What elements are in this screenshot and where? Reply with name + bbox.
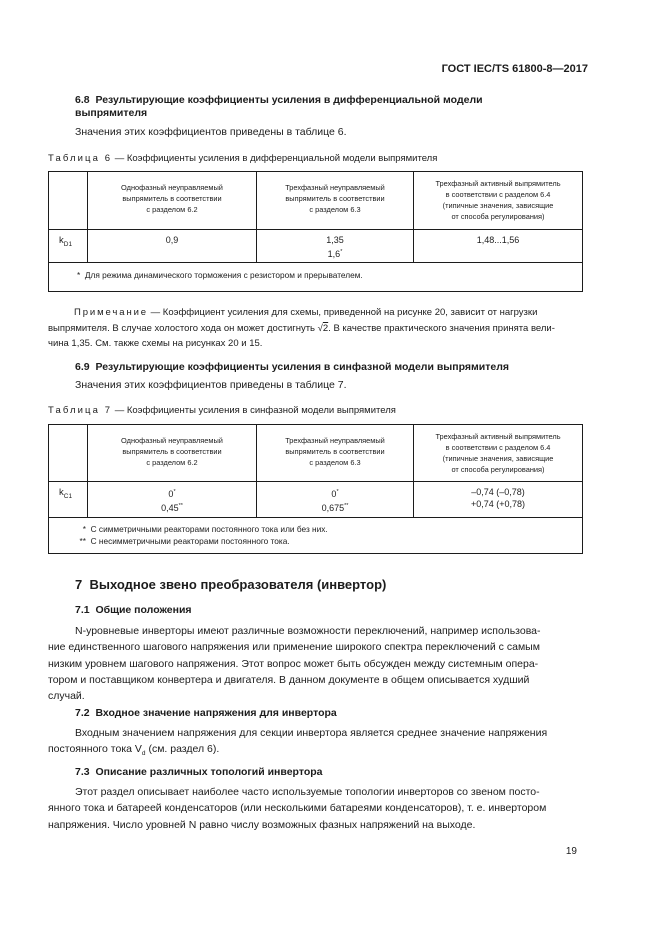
value-cell: –0,74 (–0,78) +0,74 (+0,78) [414,482,583,518]
header-cell-single-phase: Однофазный неуправляемый выпрямитель в соответствии с разделом 6.2 [88,425,257,482]
table-6 [48,171,583,292]
section-title: Описание различных топологий инвертора [95,766,323,778]
section-title: Результирующие коэффициенты усиления в дифференциальной модели [95,94,483,106]
value-cell: 0* 0,675** [257,482,414,518]
caption-text: — Коэффициенты усиления в дифференциальной модели выпрямителя [114,153,438,164]
section-title: Входное значение напряжения для инвертора [95,707,337,719]
section-7-1-text: N-уровневые инверторы имеют различные возможности переключений, например использова- ние единственного шагового напряжения или применение широкого спектра переключений с самым низким уровнем шагового напряжения. Этот вопрос может быть обсужден между системным опера- тором и поставщиком конвертера и двигателя. В данном документе в общем описывается худший случай. [48,625,541,703]
section-7-2-text: Входным значением напряжения для секции инвертора является среднее значение напряжения постоянного тока $V_d$ (см. раздел 6). [48,727,548,758]
section-number: 7.1 [75,604,90,616]
table-6-caption [48,153,437,164]
section-title: Результирующие коэффициенты усиления в синфазной модели выпрямителя [95,361,509,373]
value-cell: 0,9 [88,230,257,263]
note-label: Примечание [74,307,148,318]
note-block: Примечание — Коэффициент усиления для схемы, приведенной на рисунке 20, зависит от нагрузки выпрямителя. В случае холостого хода он может достигнуть √2. В качестве практического значения принята вели- чина 1,35. См. также схемы на рисунках 20 и 15. [48,307,555,349]
table-row [49,482,583,518]
footnote-cell: * Для режима динамического торможения с резистором и прерывателем. [49,263,583,292]
footnote-row [49,263,583,292]
header-cell-active: Трехфазный активный выпрямитель в соответствии с разделом 6.4 (типичные значения, зависящие от способа регулирования) [414,172,583,230]
page-number: 19 [565,846,577,857]
section-number: 7.2 [75,707,90,719]
caption-label: Таблица 7 [48,405,113,416]
header-cell-active: Трехфазный активный выпрямитель в соответствии с разделом 6.4 (типичные значения, зависящие от способа регулирования) [414,425,583,482]
header-cell-three-phase: Трехфазный неуправляемый выпрямитель в соответствии с разделом 6.3 [257,425,414,482]
header-cell-three-phase: Трехфазный неуправляемый выпрямитель в соответствии с разделом 6.3 [257,172,414,230]
section-7-3-text: Этот раздел описывает наиболее часто используемые топологии инверторов со звеном посто- янного тока и батареей конденсаторов (или несколькими батареями конденсаторов), т. е. инвертором напряжения. Число уровней N равно числу возможных фазных напряжений на выходе. [48,786,547,831]
section-6-9-heading [75,361,509,374]
document-header: ГОСТ IEC/TS 61800-8—2017 [441,63,588,75]
table-header-row [49,425,583,482]
header-cell-single-phase: Однофазный неуправляемый выпрямитель в соответствии с разделом 6.2 [88,172,257,230]
table-7-caption [48,405,396,416]
value-cell: 0* 0,45** [88,482,257,518]
row-label-cell: $k_{D1}$ [49,230,88,263]
section-6-8-text: Значения этих коэффициентов приведены в таблице 6. [75,126,347,138]
section-7-3-heading [75,766,323,779]
section-7-heading [75,577,386,592]
header-empty-cell [49,172,88,230]
section-number: 6.8 [75,94,90,106]
table-row [49,230,583,263]
value-cell: 1,48...1,56 [414,230,583,263]
section-title: Выходное звено преобразователя (инвертор) [89,577,387,592]
row-label-cell: $k_{C1}$ [49,482,88,518]
value-cell: 1,35 1,6* [257,230,414,263]
section-7-1-heading [75,604,192,617]
section-number: 7 [75,577,83,592]
section-title: Общие положения [95,604,192,616]
sqrt-symbol: √2 [317,322,329,334]
section-7-2-heading [75,707,337,720]
section-title-cont: выпрямителя [75,107,148,119]
caption-text: — Коэффициенты усиления в синфазной модели выпрямителя [114,405,396,416]
footnote-row [49,518,583,554]
section-6-8-heading [75,94,483,120]
section-number: 6.9 [75,361,90,373]
table-7 [48,424,583,554]
table-header-row [49,172,583,230]
caption-label: Таблица 6 [48,153,113,164]
section-number: 7.3 [75,766,90,778]
footnote-cell: * С симметричными реакторами постоянного тока или без них. ** С несимметричными реакторами постоянного тока. [49,518,583,554]
header-empty-cell [49,425,88,482]
section-6-9-text: Значения этих коэффициентов приведены в таблице 7. [75,379,347,391]
